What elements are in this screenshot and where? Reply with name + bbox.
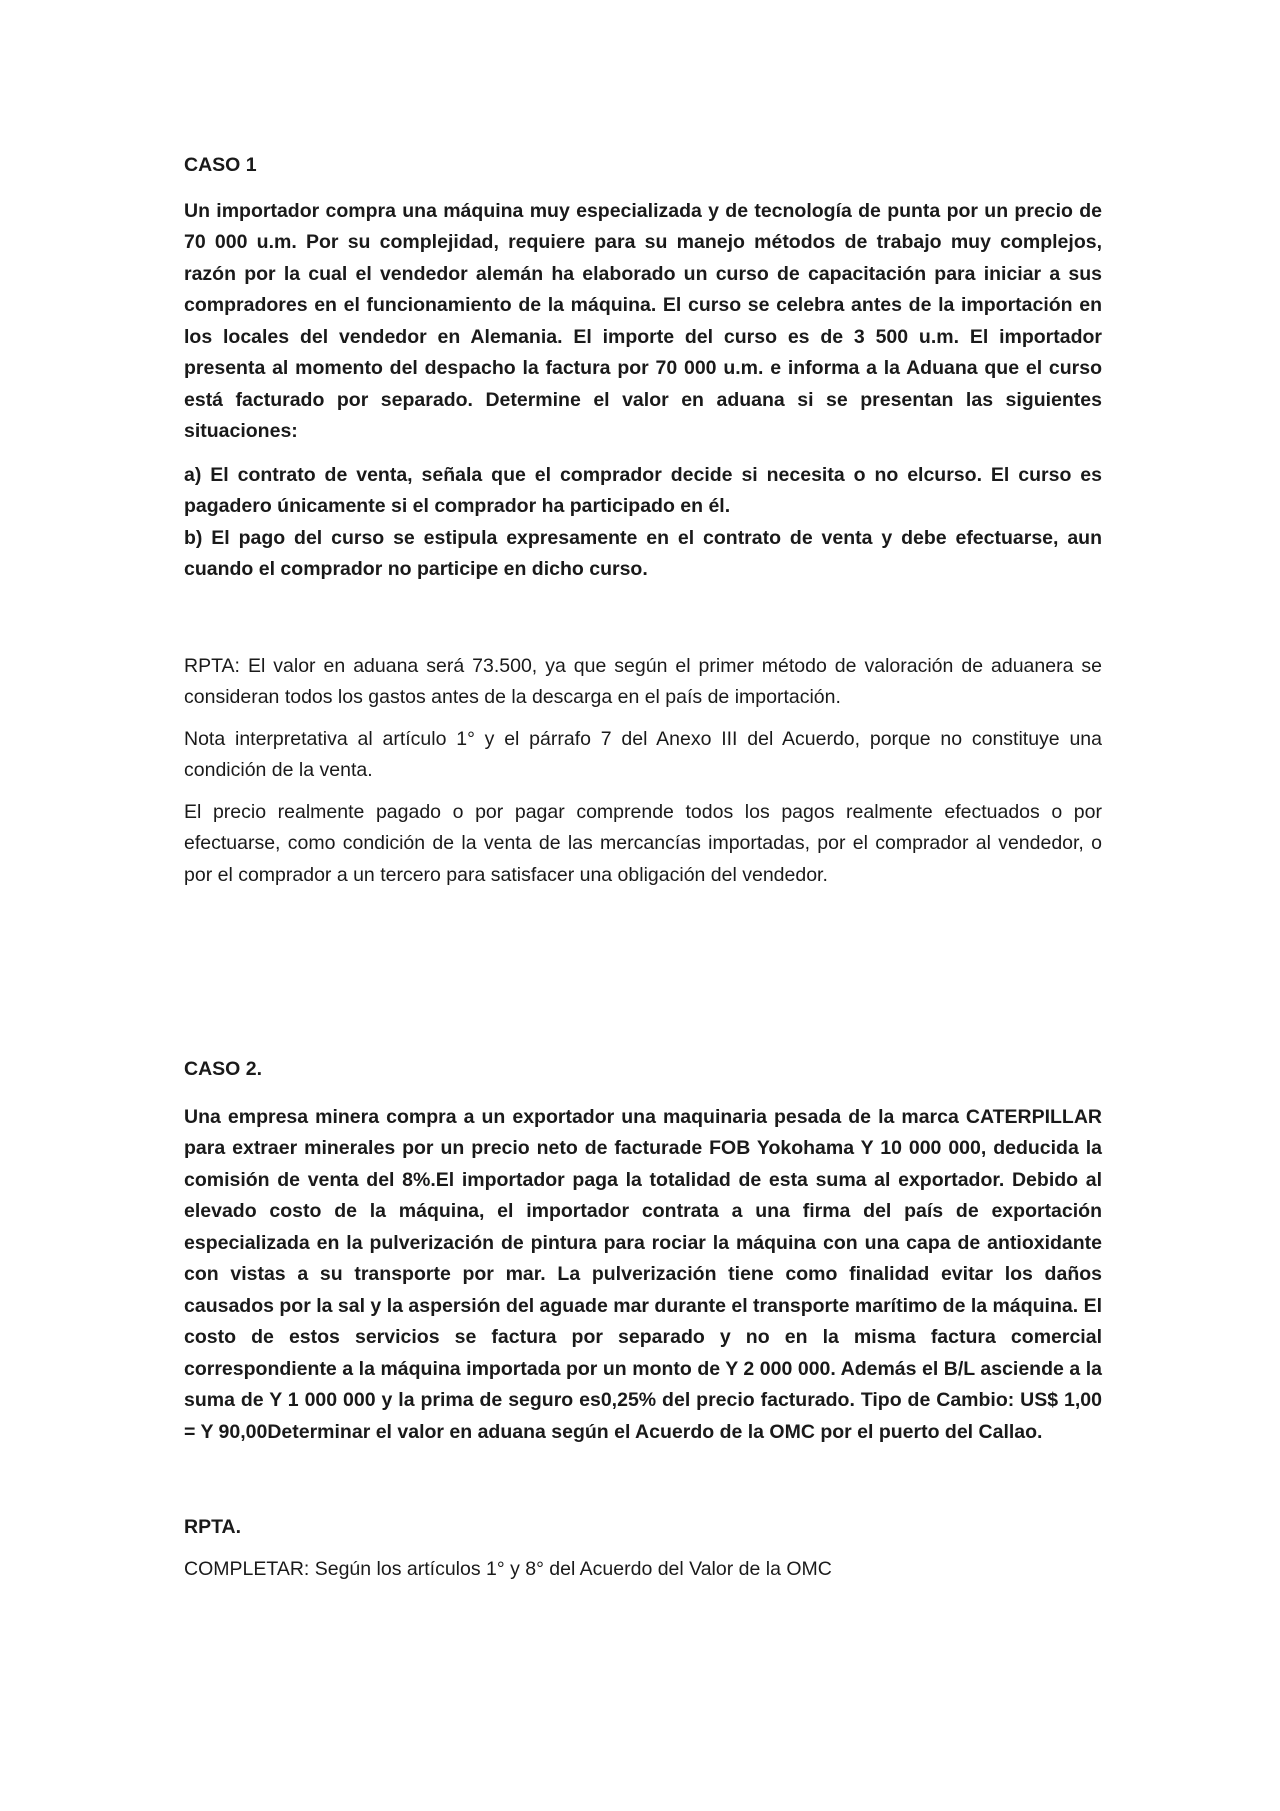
caso1-situacion-a: a) El contrato de venta, señala que el comprador decide si necesita o no elcurso. El curso es pagadero únicamente si el comprador ha participado en él.: [184, 463, 1102, 517]
caso1-enunciado: Un importador compra una máquina muy especializada y de tecnología de punta por un precio de 70 000 u.m. Por su complejidad, requiere para su manejo métodos de trabajo muy complejos, razón por la cual el vendedor alemán ha elaborado un curso de capacitación para iniciar a sus compradores en el funcionamiento de la máquina. El curso se celebra antes de la importación en los locales del vendedor en Alemania. El importe del curso es de 3 500 u.m. El importador presenta al momento del despacho la factura por 70 000 u.m. e informa a la Aduana que el curso está facturado por separado. Determine el valor en aduana si se presentan las siguientes situaciones:: [184, 199, 1102, 442]
document-page: [184, 150, 1102, 1585]
caso1-title: CASO 1: [184, 154, 257, 176]
caso2-completar: COMPLETAR: Según los artículos 1° y 8° del Acuerdo del Valor de la OMC: [184, 1557, 832, 1580]
caso1-situacion-b: b) El pago del curso se estipula expresamente en el contrato de venta y debe efectuarse, aun cuando el comprador no participe en dicho curso.: [184, 526, 1102, 580]
caso2-title: CASO 2.: [184, 1058, 263, 1080]
caso1-precio: El precio realmente pagado o por pagar comprende todos los pagos realmente efectuados o por efectuarse, como condición de la venta de las mercancías importadas, por el comprador al vendedor, o por el comprador a un tercero para satisfacer una obligación del vendedor.: [184, 800, 1102, 886]
caso2-enunciado: Una empresa minera compra a un exportador una maquinaria pesada de la marca CATERPILLAR para extraer minerales por un precio neto de facturade FOB Yokohama Y 10 000 000, deducida la comisión de venta del 8%.El importador paga la totalidad de esta suma al exportador. Debido al elevado costo de la máquina, el importador contrata a una firma del país de exportación especializada en la pulverización de pintura para rociar la máquina con una capa de antioxidante con vistas a su transporte por mar. La pulverización tiene como finalidad evitar los daños causados por la sal y la aspersión del aguade mar durante el transporte marítimo de la máquina. El costo de estos servicios se factura por separado y no en la misma factura comercial correspondiente a la máquina importada por un monto de Y 2 000 000. Además el B/L asciende a la suma de Y 1 000 000 y la prima de seguro es0,25% del precio facturado. Tipo de Cambio: US$ 1,00 = Y 90,00Determinar el valor en aduana según el Acuerdo de la OMC por el puerto del Callao.: [184, 1105, 1102, 1443]
caso1-nota: Nota interpretativa al artículo 1° y el párrafo 7 del Anexo III del Acuerdo, porque no constituye una condición de la venta.: [184, 727, 1102, 781]
caso1-rpta: RPTA: El valor en aduana será 73.500, ya que según el primer método de valoración de aduanera se consideran todos los gastos antes de la descarga en el país de importación.: [184, 654, 1102, 708]
caso2-rpta-title: RPTA.: [184, 1516, 242, 1538]
